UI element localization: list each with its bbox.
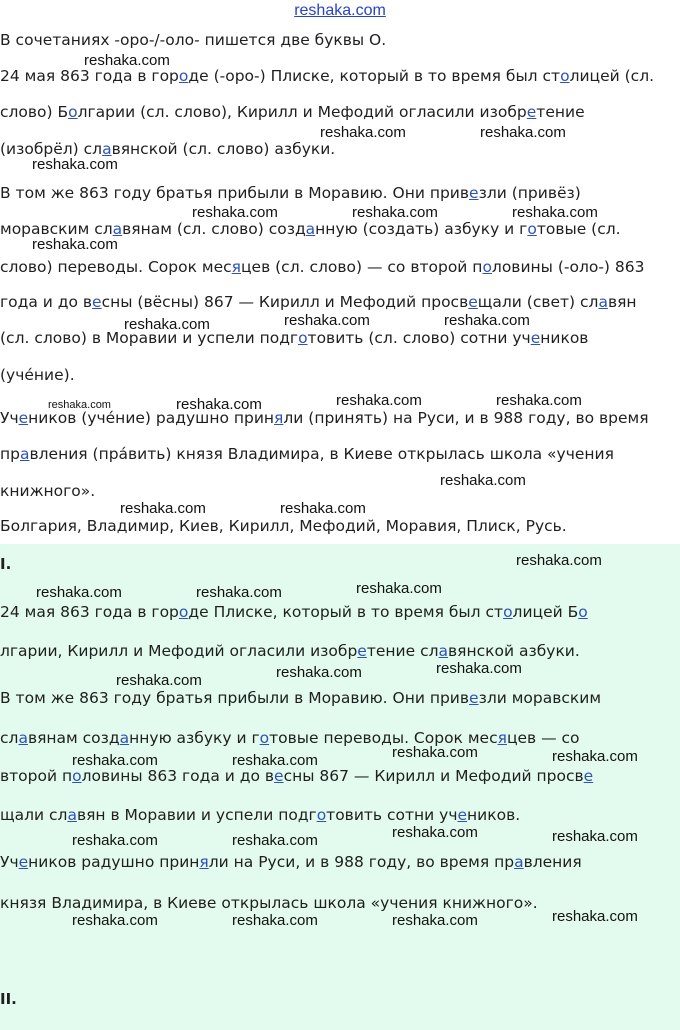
task-line: [0, 444, 614, 464]
watermark-text: reshaka.com: [480, 124, 566, 141]
highlighted-letter: а: [438, 642, 449, 660]
watermark-text: reshaka.com: [232, 752, 318, 769]
task-line: [0, 292, 637, 312]
task-line: [0, 328, 588, 348]
watermark-text: reshaka.com: [276, 664, 362, 681]
text-fragment: вян: [607, 293, 637, 311]
text-fragment: вянам (сл. слово) созд: [122, 220, 306, 238]
watermark-text: reshaka.com: [552, 828, 638, 845]
text-fragment: ловины 863 года и до в: [81, 767, 275, 785]
highlighted-letter: е: [18, 409, 29, 427]
text-fragment: слово) переводы. Сорок мес: [0, 258, 232, 276]
highlighted-letter: о: [527, 220, 537, 238]
answer-section-1-label: I.: [0, 555, 12, 573]
text-fragment: сл: [0, 729, 19, 747]
text-fragment: вления (прáвить) князя Владимира, в Киеве открылась школа «учения: [29, 445, 614, 463]
watermark-text: reshaka.com: [72, 832, 158, 849]
task-line: [0, 365, 75, 385]
watermark-text: reshaka.com: [232, 912, 318, 929]
highlighted-letter: а: [119, 729, 130, 747]
task-line: [0, 102, 585, 122]
text-fragment: товить сотни уч: [326, 806, 458, 824]
text-fragment: (сл. слово) в Моравии и успели подг: [0, 329, 299, 347]
watermark-text: reshaka.com: [356, 580, 442, 597]
text-fragment: зли (привёз): [478, 184, 581, 202]
text-fragment: В том же 863 году братья прибыли в Моравию. Они прив: [0, 689, 470, 707]
answer-line: [0, 728, 580, 748]
text-fragment: ли на Руси, и в 988 году, во время пр: [208, 853, 515, 871]
text-fragment: 24 мая 863 года в гор: [0, 67, 179, 85]
watermark-text: reshaka.com: [392, 744, 478, 761]
highlighted-letter: а: [102, 140, 112, 158]
watermark-text: reshaka.com: [84, 52, 170, 69]
text-fragment: товые переводы. Сорок мес: [269, 729, 498, 747]
watermark-text: reshaka.com: [392, 912, 478, 929]
highlighted-letter: о: [560, 67, 570, 85]
highlighted-letter: о: [503, 603, 513, 621]
highlighted-letter: е: [457, 806, 468, 824]
answer-line: [0, 893, 538, 913]
highlighted-letter: а: [19, 445, 30, 463]
site-link[interactable]: reshaka.com: [294, 2, 386, 19]
text-fragment: В том же 863 году братья прибыли в Моравию. Они прив: [0, 184, 470, 202]
text-fragment: тение сл: [366, 642, 439, 660]
task-line: [0, 516, 567, 536]
text-fragment: товить (сл. слово) сотни уч: [307, 329, 531, 347]
watermark-text: reshaka.com: [284, 312, 370, 329]
answer-line: [0, 688, 601, 708]
text-fragment: нную (создать) азбуку и г: [315, 220, 528, 238]
text-fragment: вянам созд: [27, 729, 120, 747]
text-fragment: Уч: [0, 853, 19, 871]
text-fragment: де (-оро-) Плиске, который в то время был ст: [188, 67, 561, 85]
text-fragment: пр: [0, 445, 20, 463]
watermark-text: reshaka.com: [320, 124, 406, 141]
highlighted-letter: о: [482, 258, 492, 276]
watermark-text: reshaka.com: [116, 672, 202, 689]
task-line: [0, 481, 95, 501]
highlighted-letter: а: [514, 853, 524, 871]
text-fragment: (изобрёл) сл: [0, 140, 103, 158]
text-fragment: ников: [540, 329, 589, 347]
highlighted-letter: а: [305, 220, 316, 238]
text-fragment: второй п: [0, 767, 73, 785]
task-line: [0, 183, 581, 203]
highlighted-letter: е: [526, 103, 537, 121]
highlighted-letter: е: [469, 689, 479, 707]
highlighted-letter: о: [72, 767, 82, 785]
text-fragment: цев (сл. слово) — со второй п: [240, 258, 483, 276]
answer-line: [0, 602, 588, 622]
watermark-text: reshaka.com: [176, 396, 262, 413]
highlighted-letter: о: [578, 603, 588, 621]
watermark-text: reshaka.com: [512, 204, 598, 221]
text-fragment: сны (вёсны) 867 — Кирилл и Мефодий просв: [101, 293, 469, 311]
watermark-text: reshaka.com: [352, 204, 438, 221]
watermark-text: reshaka.com: [436, 660, 522, 677]
highlighted-letter: е: [18, 853, 29, 871]
highlighted-letter: о: [178, 67, 189, 85]
text-fragment: книжного».: [0, 482, 96, 500]
highlighted-letter: о: [298, 329, 308, 347]
text-fragment: (учéние).: [0, 366, 75, 384]
text-fragment: вянской (сл. слово) азбуки.: [111, 140, 336, 158]
highlighted-letter: а: [18, 729, 28, 747]
watermark-text: reshaka.com: [392, 824, 478, 841]
highlighted-letter: е: [92, 293, 102, 311]
watermark-text: reshaka.com: [120, 500, 206, 517]
highlighted-letter: а: [598, 293, 608, 311]
text-fragment: Болгария, Владимир, Киев, Кирилл, Мефодий, Моравия, Плиск, Русь.: [0, 517, 567, 535]
text-fragment: ли (принять) на Руси, и в 988 году, во время: [283, 409, 649, 427]
answer-line: [0, 641, 580, 661]
text-fragment: сны 867 — Кирилл и Мефодий просв: [283, 767, 584, 785]
watermark-text: reshaka.com: [280, 500, 366, 517]
task-line: [0, 257, 645, 277]
text-fragment: лицей Б: [512, 603, 579, 621]
highlighted-letter: я: [231, 258, 241, 276]
text-fragment: тение: [536, 103, 585, 121]
text-fragment: де Плиске, который в то время был ст: [188, 603, 504, 621]
watermark-text: reshaka.com: [444, 312, 530, 329]
text-fragment: зли моравским: [478, 689, 602, 707]
text-fragment: вян в Моравии и успели подг: [76, 806, 317, 824]
watermark-text: reshaka.com: [552, 748, 638, 765]
text-fragment: ников (учéние) радушно прин: [28, 409, 275, 427]
text-fragment: нную азбуку и г: [129, 729, 260, 747]
highlighted-letter: е: [274, 767, 284, 785]
rule-text: В сочетаниях -оро-/-оло- пишется две буквы О.: [0, 31, 387, 49]
highlighted-letter: е: [468, 293, 478, 311]
watermark-text: reshaka.com: [496, 392, 582, 409]
watermark-text: reshaka.com: [72, 912, 158, 929]
text-fragment: князя Владимира, в Киеве открылась школа «учения книжного».: [0, 894, 538, 912]
highlighted-letter: о: [178, 603, 189, 621]
highlighted-letter: е: [469, 184, 479, 202]
watermark-text: reshaka.com: [552, 908, 638, 925]
highlighted-letter: а: [67, 806, 77, 824]
watermark-text: reshaka.com: [440, 472, 526, 489]
highlighted-letter: е: [583, 767, 594, 785]
watermark-text: reshaka.com: [196, 584, 282, 601]
highlighted-letter: о: [68, 103, 78, 121]
watermark-text: reshaka.com: [48, 399, 111, 411]
watermark-text: reshaka.com: [124, 316, 210, 333]
text-fragment: ловины (-оло-) 863: [491, 258, 645, 276]
text-fragment: вления: [523, 853, 582, 871]
watermark-text: reshaka.com: [516, 552, 602, 569]
text-fragment: ников радушно прин: [28, 853, 200, 871]
watermark-text: reshaka.com: [32, 236, 118, 253]
text-fragment: лгарии, Кирилл и Мефодий огласили изобр: [0, 642, 358, 660]
text-fragment: товые (сл.: [536, 220, 621, 238]
text-fragment: Уч: [0, 409, 19, 427]
watermark-text: reshaka.com: [336, 392, 422, 409]
text-fragment: моравским сл: [0, 220, 113, 238]
text-fragment: лицей (сл.: [569, 67, 655, 85]
watermark-text: reshaka.com: [32, 156, 118, 173]
text-fragment: года и до в: [0, 293, 93, 311]
text-fragment: лгарии (сл. слово), Кирилл и Мефодий огласили изобр: [77, 103, 527, 121]
highlighted-letter: я: [497, 729, 507, 747]
text-fragment: щали (свет) сл: [477, 293, 599, 311]
watermark-text: reshaka.com: [72, 752, 158, 769]
text-fragment: ников.: [467, 806, 521, 824]
text-fragment: щали сл: [0, 806, 68, 824]
watermark-text: reshaka.com: [232, 832, 318, 849]
highlighted-letter: я: [274, 409, 284, 427]
highlighted-letter: я: [199, 853, 209, 871]
text-fragment: 24 мая 863 года в гор: [0, 603, 179, 621]
highlighted-letter: е: [357, 642, 367, 660]
highlighted-letter: о: [259, 729, 270, 747]
text-fragment: вянской азбуки.: [448, 642, 580, 660]
highlighted-letter: о: [316, 806, 327, 824]
highlighted-letter: е: [530, 329, 541, 347]
answer-section-2-label: II.: [0, 990, 17, 1008]
watermark-text: reshaka.com: [192, 204, 278, 221]
answer-line: [0, 852, 582, 872]
text-fragment: слово) Б: [0, 103, 69, 121]
highlighted-letter: а: [112, 220, 123, 238]
watermark-text: reshaka.com: [36, 584, 122, 601]
text-fragment: цев — со: [506, 729, 580, 747]
answer-line: [0, 805, 520, 825]
